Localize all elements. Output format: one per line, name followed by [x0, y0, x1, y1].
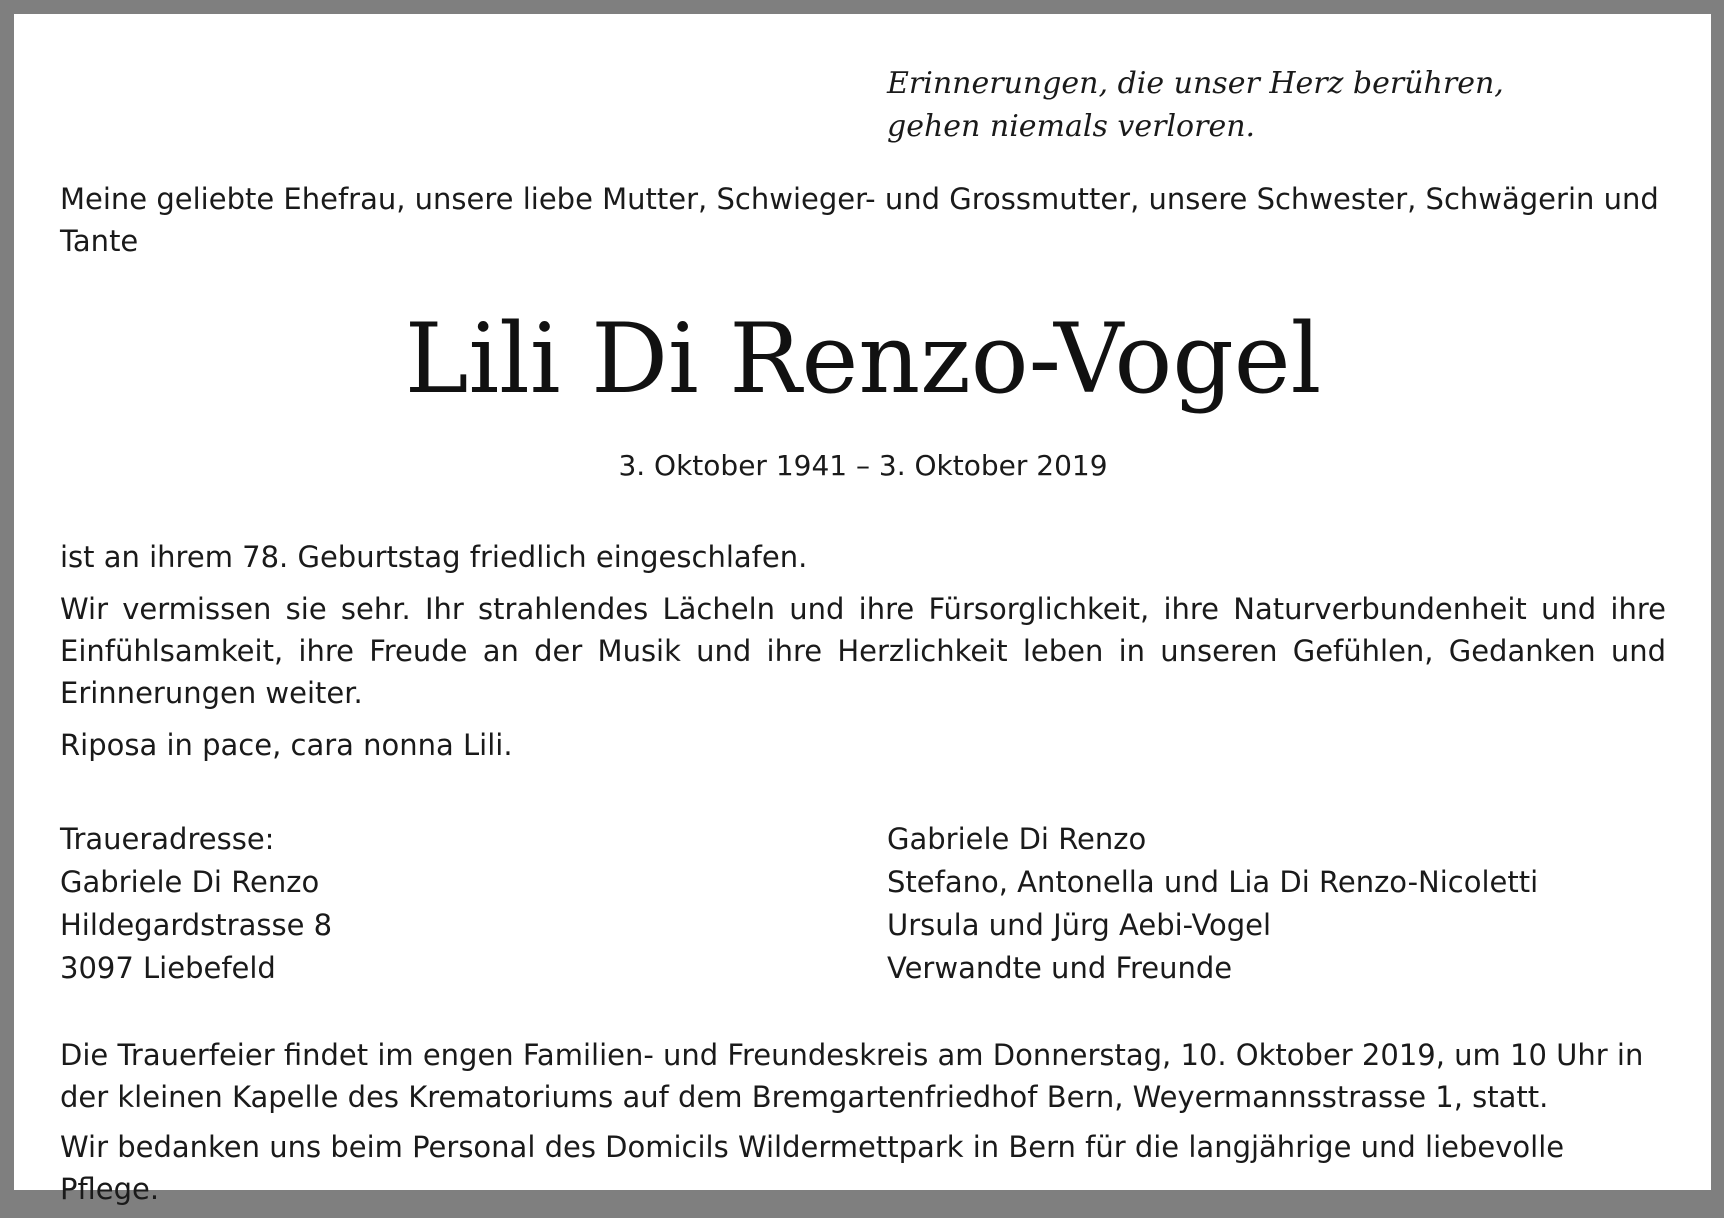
memorial-quote: [887, 62, 1647, 148]
obituary-body: [60, 536, 1666, 776]
funeral-info: Die Trauerfeier findet im engen Familien- und Freundeskreis am Donnerstag, 10. Oktober 2019, um 10 Uhr in der kleinen Kapelle des Krematoriums auf dem Bremgartenfriedhof Bern, Weyermannsstrasse 1, statt.: [60, 1038, 1644, 1114]
address-line-1: Traueradresse:: [60, 822, 275, 856]
address-line-3: Hildegardstrasse 8: [60, 908, 333, 942]
mourners-list: [887, 818, 1667, 990]
quote-line-2: gehen niemals verloren.: [887, 109, 1256, 144]
life-dates: 3. Oktober 1941 – 3. Oktober 2019: [618, 449, 1108, 482]
mourner-line-4: Verwandte und Freunde: [887, 951, 1233, 985]
address-line-4: 3097 Liebefeld: [60, 951, 276, 985]
quote-line-1: Erinnerungen, die unser Herz berühren,: [887, 66, 1504, 101]
body-paragraph-2: Wir vermissen sie sehr. Ihr strahlendes Lächeln und ihre Fürsorglichkeit, ihre Naturverbundenheit und ihre Einfühlsamkeit, ihre Freude an der Musik und ihre Herzlichkeit leben in unseren Gefühlen, Gedanken und Erinnerungen weiter.: [60, 592, 1666, 710]
body-paragraph-1: ist an ihrem 78. Geburtstag friedlich eingeschlafen.: [60, 540, 808, 574]
mourner-line-2: Stefano, Antonella und Lia Di Renzo-Nicoletti: [887, 865, 1539, 899]
closing-text: [60, 1034, 1666, 1218]
obituary-notice: [14, 14, 1711, 1206]
body-paragraph-3: Riposa in pace, cara nonna Lili.: [60, 728, 513, 762]
mourner-line-1: Gabriele Di Renzo: [887, 822, 1147, 856]
thanks-note: Wir bedanken uns beim Personal des Domicils Wildermettpark in Bern für die langjährige und liebevolle Pflege.: [60, 1130, 1565, 1206]
mourning-address: [60, 818, 820, 990]
intro-text: Meine geliebte Ehefrau, unsere liebe Mutter, Schwieger- und Grossmutter, unsere Schwester, Schwägerin und Tante: [60, 182, 1659, 258]
mourner-line-3: Ursula und Jürg Aebi-Vogel: [887, 908, 1272, 942]
deceased-name: Lili Di Renzo-Vogel: [404, 303, 1322, 415]
address-line-2: Gabriele Di Renzo: [60, 865, 320, 899]
